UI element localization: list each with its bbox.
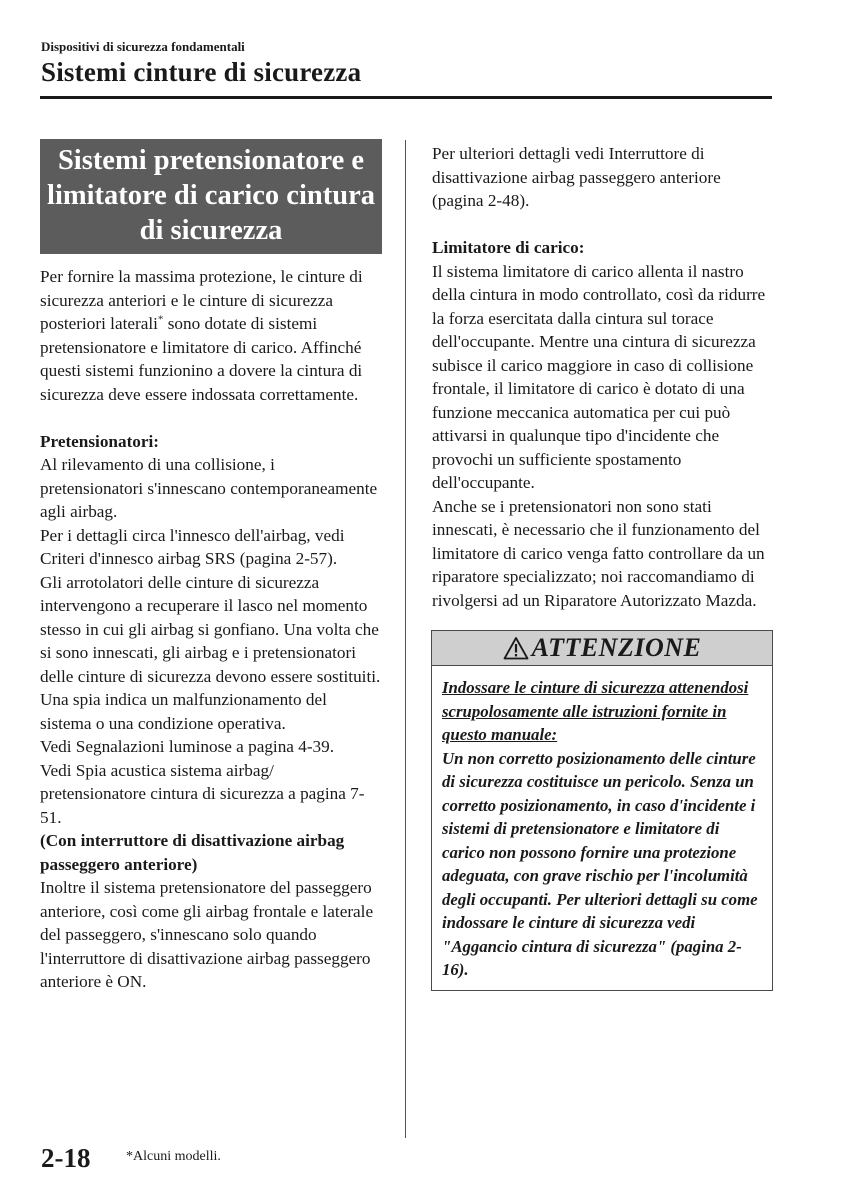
warning-underlined-text: Indossare le cinture di sicurezza attenendosi scrupolosamente alle istruzioni fornite in questo manuale: xyxy=(442,678,749,744)
warning-header xyxy=(432,631,772,666)
switch-heading: (Con interruttore di disattivazione airbag passeggero anteriore) xyxy=(40,831,345,874)
warning-box xyxy=(431,630,773,991)
page-title: Sistemi cinture di sicurezza xyxy=(41,57,362,87)
section-title-box xyxy=(40,139,382,254)
intro-text-b: sono dotate di sistemi pretensionatore e limitatore di carico. Affinché questi sistemi funzionino a dovere la cintura di sicurezza deve essere indossata correttamente. xyxy=(40,314,363,404)
switch-reference-paragraph: Per ulteriori dettagli vedi Interruttore di disattivazione airbag passeggero anteriore (pagina 2-48). xyxy=(432,144,721,210)
load-limiter-heading: Limitatore di carico: xyxy=(432,238,585,257)
pretensioner-paragraph-6: Vedi Spia acustica sistema airbag/ pretensionatore cintura di sicurezza a pagina 7-51. xyxy=(40,760,365,827)
section-title-line-2: limitatore di carico cintura xyxy=(47,180,375,211)
pretensioner-paragraph-5: Vedi Segnalazioni luminose a pagina 4-39. xyxy=(40,737,335,756)
switch-paragraph: Inoltre il sistema pretensionatore del passeggero anteriore, così come gli airbag frontale e laterale del passeggero, s'innescano solo quando l'interruttore di disattivazione airbag passeggero anteriore è ON. xyxy=(40,878,374,991)
pretensioner-paragraph-2: Per i dettagli circa l'innesco dell'airbag, vedi Criteri d'innesco airbag SRS (pagina 2-57). xyxy=(40,525,345,568)
intro-text-a: Per fornire la massima protezione, le cinture di sicurezza anteriori e le cinture di sicurezza posteriori laterali xyxy=(40,267,363,333)
pretensioner-heading: Pretensionatori: xyxy=(40,431,160,451)
section-title-line-1: Sistemi pretensionatore e xyxy=(57,145,365,176)
pretensioner-paragraph-1: Al rilevamento di una collisione, i pretensionatori s'innescano contemporaneamente agli airbag. xyxy=(40,455,378,521)
left-column xyxy=(40,139,382,994)
footnote-marker: * xyxy=(157,313,164,326)
load-limiter-paragraph-2: Anche se i pretensionatori non sono stati innescati, è necessario che il funzionamento del limitatore di carico venga fatto controllare da un riparatore specializzato; noi raccomandiamo di rivolgersi ad un Riparatore Autorizzato Mazda. xyxy=(432,496,765,610)
section-title-line-3: di sicurezza xyxy=(139,215,283,246)
right-column xyxy=(432,142,772,991)
pretensioner-paragraph-3: Gli arrotolatori delle cinture di sicurezza intervengono a recuperare il lasco nel momento stesso in cui gli airbag si gonfiano. Una volta che si sono innescati, gli airbag e i pretensionatori delle cinture di sicurezza devono essere sostituiti. xyxy=(40,572,381,686)
load-limiter-paragraph-1: Il sistema limitatore di carico allenta il nastro della cintura in modo controllato, così da ridurre la forza esercitata dalla cintura sul torace dell'occupante. Mentre una cintura di sicurezza subisce il carico maggiore in caso di collisione frontale, il limitatore di carico è dotato di una funzione meccanica automatica per cui può attivarsi in qualunque tipo d'incidente che provochi un sufficiente spostamento dell'occupante. xyxy=(432,261,766,492)
intro-paragraph xyxy=(40,265,382,406)
warning-body xyxy=(432,666,772,990)
warning-triangle-icon xyxy=(503,636,529,660)
page-number: 2-18 xyxy=(41,1143,91,1173)
column-divider xyxy=(405,140,406,1138)
header-rule xyxy=(40,96,772,99)
warning-text: Un non corretto posizionamento delle cinture di sicurezza costituisce un pericolo. Senza un corretto posizionamento, in caso d'incidente i sistemi di pretensionatore e limitatore di carico non possono fornire una protezione adeguata, con grave rischio per l'incolumità degli occupanti. Per ulteriori dettagli su come indossare le cinture di sicurezza vedi "Aggancio cintura di sicurezza" (pagina 2-16). xyxy=(442,748,758,979)
warning-title: ATTENZIONE xyxy=(531,633,702,662)
pretensioner-paragraph-4: Una spia indica un malfunzionamento del sistema o una condizione operativa. xyxy=(40,690,327,733)
section-header: Dispositivi di sicurezza fondamentali xyxy=(41,39,245,54)
footnote: *Alcuni modelli. xyxy=(126,1149,221,1164)
